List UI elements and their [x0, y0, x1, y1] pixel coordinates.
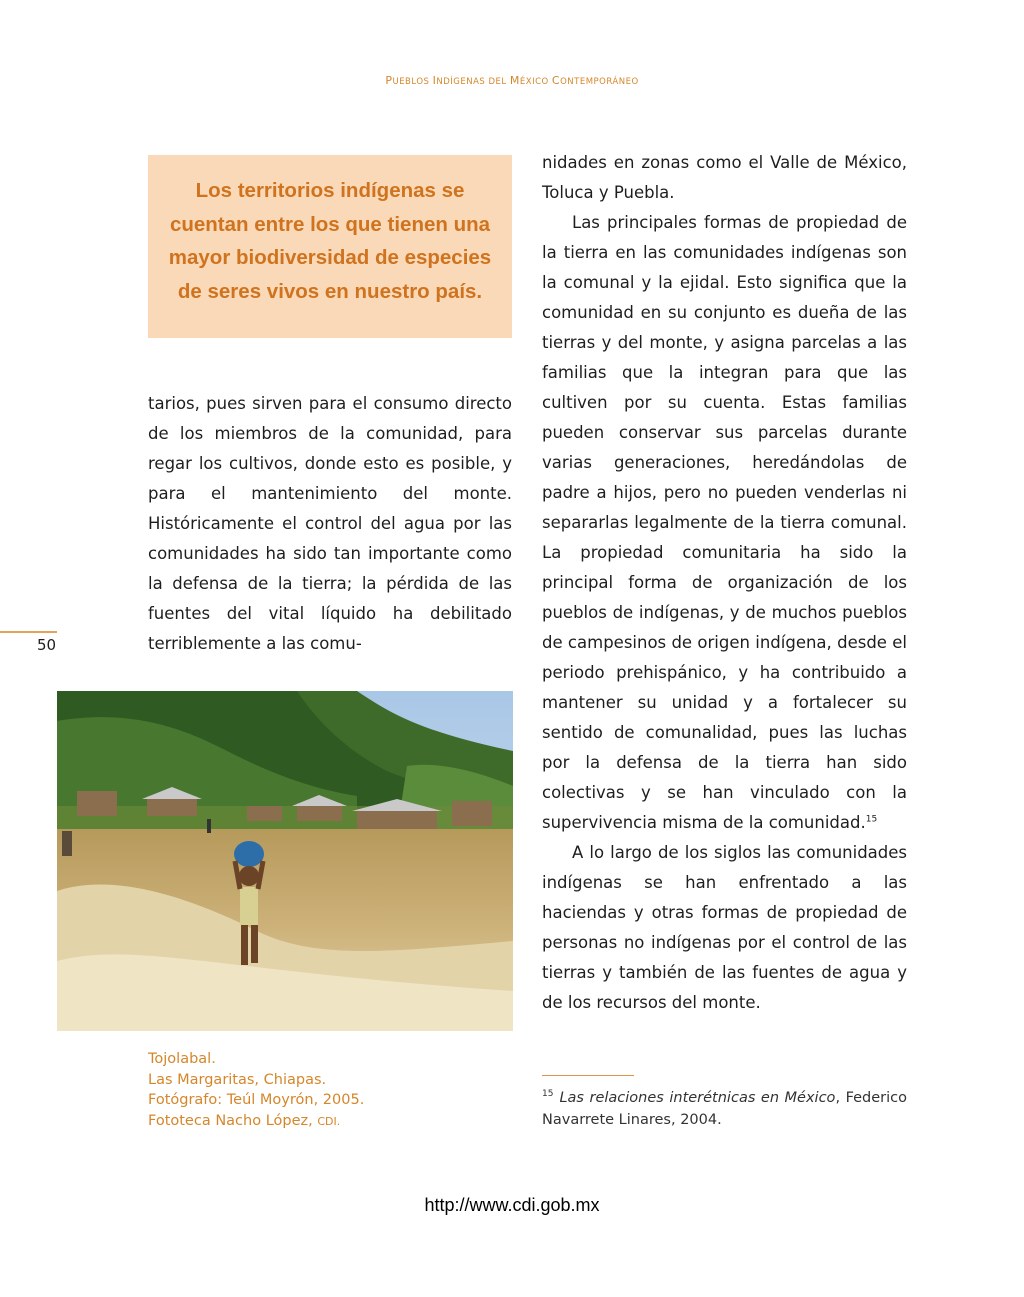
caption-line: Tojolabal. — [148, 1051, 216, 1067]
footnote-title: Las relaciones interétnicas en México — [559, 1090, 836, 1106]
footnote-rule — [542, 1075, 634, 1076]
caption-line: Fotógrafo: Teúl Moyrón, 2005. — [148, 1092, 365, 1108]
pull-quote-text: Los territorios indígenas se cuentan entre los que tienen una mayor biodiversidad de especies de seres vivos en nuestro país. — [168, 179, 492, 303]
body-paragraph: tarios, pues sirven para el consumo directo de los miembros de la comunidad, para regar los cultivos, donde esto es posible, y para el mantenimiento del monte. Históricamente el control del agua por las comunidades ha sido tan importante como la defensa de la tierra; la pérdida de las fuentes del vital líquido ha debilitado terriblemente a las comu- — [148, 394, 512, 653]
footnote: $^{15}$ Las relaciones interétnicas en México, Federico Navarrete Linares, 2004. — [542, 1089, 907, 1128]
caption-line: Las Margaritas, Chiapas. — [148, 1071, 327, 1088]
photo-caption — [148, 1049, 364, 1132]
body-paragraph: nidades en zonas como el Valle de México, Toluca y Puebla. — [542, 153, 907, 202]
page-number: 50 — [37, 636, 57, 654]
footnote-number: 15 — [542, 1089, 554, 1100]
footnote-reference: 15 — [865, 814, 878, 825]
caption-line: Fototeca Nacho López, CDI. — [148, 1112, 341, 1129]
pull-quote-box — [148, 155, 512, 338]
source-url[interactable]: http://www.cdi.gob.mx — [424, 1195, 600, 1215]
running-header: PUEBLOS INDÍGENAS DEL MÉXICO CONTEMPORÁNEO — [385, 74, 639, 87]
page-number-rule — [0, 631, 57, 633]
photo-tojolabal-child-carrying-water — [57, 691, 513, 1031]
left-column — [148, 389, 512, 659]
body-paragraph: Las principales formas de propiedad de la tierra en las comunidades indígenas son la comunal y la ejidal. Esto significa que la comunidad en su conjunto es dueña de las tierras y del monte, y asigna parcelas a las familias que la integran para que las cultiven por su cuenta. Estas familias pueden conservar sus parcelas durante varias generaciones, heredándolas de padre a hijos, pero no pueden venderlas ni separarlas legalmente de la tierra comunal. La propiedad comunitaria ha sido la principal forma de organización de los pueblos de indígenas, y de muchos pueblos de campesinos de origen indígena, desde el periodo prehispánico, y ha contribuido a mantener su unidad y a fortalecer su sentido de comunalidad, pues las luchas por la defensa de la tierra han sido colectivas y se han vinculado con la supervivencia misma de la comunidad.$^{15}$ — [542, 213, 907, 832]
right-column — [542, 148, 907, 1018]
body-paragraph: A lo largo de los siglos las comunidades indígenas se han enfrentado a las haciendas y otras formas de propiedad de personas no indígenas por el control de las tierras y también de las fuentes de agua y de los recursos del monte. — [542, 843, 907, 1012]
